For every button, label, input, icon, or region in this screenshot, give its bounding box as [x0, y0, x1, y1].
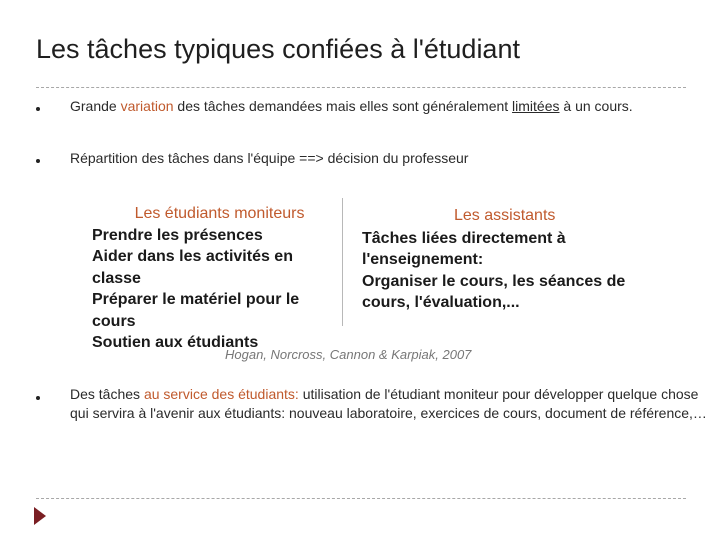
footer-divider	[36, 498, 686, 499]
bullet-1	[70, 97, 685, 116]
title-divider	[36, 87, 686, 88]
right-column	[362, 205, 662, 314]
bullet-3	[70, 385, 710, 423]
bullet-dot-2	[36, 159, 40, 163]
bullet-text-segment: Des tâches	[70, 386, 144, 402]
bullet-dot-3	[36, 396, 40, 400]
right-column-line: Tâches liées directement à l'enseignement:	[362, 229, 566, 268]
bullet-text-segment: au service des étudiants:	[143, 386, 299, 402]
bullet-text-segment: utilisation de l'étudiant moniteur pour développer quelque chose qui servira à l'avenir aux étudiants: nouveau laboratoire, exercices de cours, document de référence,…	[70, 386, 707, 421]
left-column-heading: Les étudiants moniteurs	[134, 205, 305, 222]
left-column-line: Soutien aux étudiants	[92, 334, 259, 351]
citation: Hogan, Norcross, Cannon & Karpiak, 2007	[225, 347, 472, 362]
left-column-line: Préparer le matériel pour le cours	[92, 291, 300, 330]
right-column-heading: Les assistants	[454, 207, 556, 224]
bullet-dot-1	[36, 107, 40, 111]
bullet-2	[70, 149, 685, 168]
slide-title: Les tâches typiques confiées à l'étudiant	[36, 34, 520, 64]
next-arrow-icon[interactable]	[34, 507, 46, 525]
bullet-text-segment: limitées	[512, 98, 560, 114]
bullet-text-segment: Grande	[70, 98, 121, 114]
bullet-text-segment: Répartition des tâches dans l'équipe ==> décision du professeur	[70, 150, 469, 166]
bullet-text-segment: des tâches demandées mais elles sont généralement	[173, 98, 513, 114]
bullet-text-segment: à un cours.	[559, 98, 633, 114]
right-column-line: Organiser le cours, les séances de cours, l'évaluation,...	[362, 272, 626, 311]
left-column-line: Aider dans les activités en classe	[92, 248, 293, 287]
left-column-line: Prendre les présences	[92, 226, 263, 244]
left-column	[92, 203, 332, 354]
column-separator	[342, 198, 343, 326]
bullet-text-segment: variation	[120, 98, 174, 114]
